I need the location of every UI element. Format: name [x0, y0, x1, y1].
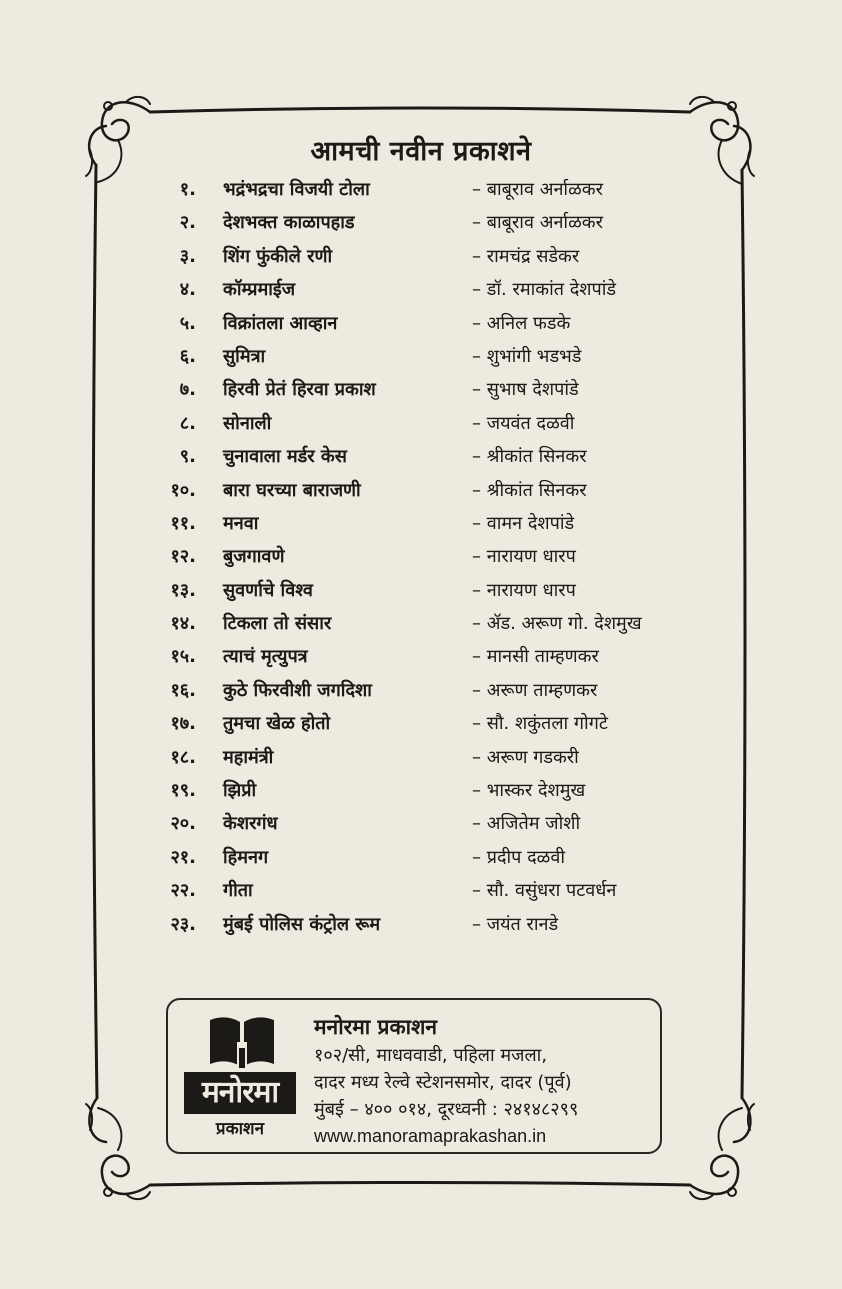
book-number: ७. [179, 379, 196, 401]
book-row [0, 440, 842, 473]
page-heading: आमची नवीन प्रकाशने [310, 136, 532, 167]
book-number: ३. [179, 245, 196, 267]
book-number: १३. [170, 579, 196, 601]
book-row [0, 206, 842, 239]
book-number: १४. [170, 613, 196, 635]
book-row [0, 841, 842, 874]
book-author: – अजितेम जोशी [472, 813, 581, 835]
book-number: २३. [170, 913, 196, 935]
book-row [0, 640, 842, 673]
book-row [0, 874, 842, 907]
book-title: मनवा [223, 512, 259, 534]
book-number: २. [179, 212, 196, 234]
book-title: तुमचा खेळ होतो [223, 713, 331, 735]
publisher-logo [184, 1012, 296, 1142]
book-row [0, 774, 842, 807]
book-title: बुजगावणे [223, 546, 285, 568]
book-row [0, 607, 842, 640]
logo-subtitle: प्रकाशन [215, 1119, 265, 1139]
book-number: ५. [179, 312, 196, 334]
book-author: – सौ. वसुंधरा पटवर्धन [472, 880, 617, 902]
book-title: टिकला तो संसार [223, 613, 332, 635]
book-author: – अनिल फडके [472, 312, 571, 334]
book-title: कुठे फिरवीशी जगदिशा [223, 679, 372, 701]
book-row [0, 340, 842, 373]
book-title: देशभक्त काळापहाड [223, 212, 355, 234]
book-row [0, 173, 842, 206]
website-link[interactable]: www.manoramaprakashan.in [314, 1126, 547, 1146]
book-row [0, 807, 842, 840]
book-title: महामंत्री [223, 746, 274, 768]
address-line-2: दादर मध्य रेल्वे स्टेशनसमोर, दादर (पूर्व) [314, 1072, 572, 1093]
book-author: – प्रदीप दळवी [472, 846, 566, 868]
book-title: सुवर्णाचे विश्व [223, 579, 313, 601]
book-author: – बाबूराव अर्नाळकर [472, 179, 603, 200]
book-row [0, 674, 842, 707]
book-title: बारा घरच्या बाराजणी [223, 479, 361, 501]
book-author: – अरूण ताम्हणकर [472, 679, 598, 701]
book-author: – वामन देशपांडे [472, 512, 575, 534]
publisher-name: मनोरमा प्रकाशन [314, 1015, 437, 1039]
book-author: – श्रीकांत सिनकर [472, 446, 587, 468]
logo-wordmark: मनोरमा [184, 1072, 296, 1114]
book-number: २२. [170, 880, 196, 902]
book-title: सोनाली [223, 412, 272, 434]
book-number: १. [179, 179, 196, 200]
book-title: चुनावाला मर्डर केस [223, 446, 347, 468]
book-title: भद्रंभद्रचा विजयी टोला [223, 179, 370, 200]
book-title: विक्रांतला आव्हान [223, 312, 338, 334]
book-row [0, 307, 842, 340]
book-number: १७. [170, 713, 196, 735]
book-number: ११. [170, 512, 196, 534]
book-row [0, 707, 842, 740]
book-number: २१. [170, 846, 196, 868]
book-title: सुमित्रा [223, 345, 266, 367]
book-number: १८. [170, 746, 196, 768]
book-number: १९. [170, 780, 196, 802]
book-title: हिमनग [223, 846, 269, 868]
book-title: केशरगंध [223, 813, 278, 835]
book-title: त्याचं मृत्युपत्र [223, 646, 308, 668]
book-author: – अरूण गडकरी [472, 746, 579, 768]
book-row [0, 540, 842, 573]
book-row [0, 373, 842, 406]
open-book-icon [208, 1012, 276, 1070]
book-number: १५. [170, 646, 196, 668]
book-title: शिंग फुंकीले रणी [223, 245, 333, 267]
book-number: ९. [179, 446, 196, 468]
book-row [0, 407, 842, 440]
book-author: – जयंत रानडे [472, 913, 559, 935]
book-author: – सुभाष देशपांडे [472, 379, 579, 401]
book-author: – रामचंद्र सडेकर [472, 245, 580, 267]
book-number: ८. [179, 412, 196, 434]
book-row [0, 474, 842, 507]
book-author: – ॲड. अरूण गो. देशमुख [472, 613, 642, 635]
city-phone: मुंबई – ४०० ०१४, दूरध्वनी : २४१४८२९९ [314, 1099, 579, 1120]
publisher-box [166, 998, 662, 1154]
address-line-1: १०२/सी, माधववाडी, पहिला मजला, [314, 1045, 548, 1066]
book-author: – नारायण धारप [472, 579, 576, 601]
book-title: मुंबई पोलिस कंट्रोल रूम [223, 913, 381, 935]
corner-ornament-bottom-left [86, 1098, 150, 1199]
book-title: झिप्री [223, 780, 257, 802]
book-row [0, 507, 842, 540]
book-number: १२. [170, 546, 196, 568]
book-author: – सौ. शकुंतला गोगटे [472, 713, 608, 735]
book-title: कॉम्प्रमाईज [223, 279, 296, 301]
book-author: – श्रीकांत सिनकर [472, 479, 587, 501]
corner-ornament-bottom-right [690, 1098, 754, 1199]
book-author: – शुभांगी भडभडे [472, 345, 582, 367]
book-author: – मानसी ताम्हणकर [472, 646, 599, 668]
book-row [0, 908, 842, 941]
book-row [0, 574, 842, 607]
book-number: १०. [170, 479, 196, 501]
book-author: – बाबूराव अर्नाळकर [472, 212, 603, 234]
publisher-info [314, 1012, 578, 1150]
book-number: २०. [170, 813, 196, 835]
book-author: – डॉ. रमाकांत देशपांडे [472, 279, 617, 301]
book-author: – भास्कर देशमुख [472, 780, 586, 802]
book-author: – जयवंत दळवी [472, 412, 575, 434]
book-list [0, 173, 842, 941]
book-number: ४. [179, 279, 196, 301]
book-title: गीता [223, 880, 253, 902]
book-row [0, 741, 842, 774]
book-number: ६. [179, 345, 196, 367]
book-row [0, 273, 842, 306]
book-author: – नारायण धारप [472, 546, 576, 568]
book-title: हिरवी प्रेतं हिरवा प्रकाश [223, 379, 376, 401]
book-number: १६. [170, 679, 196, 701]
book-row [0, 240, 842, 273]
